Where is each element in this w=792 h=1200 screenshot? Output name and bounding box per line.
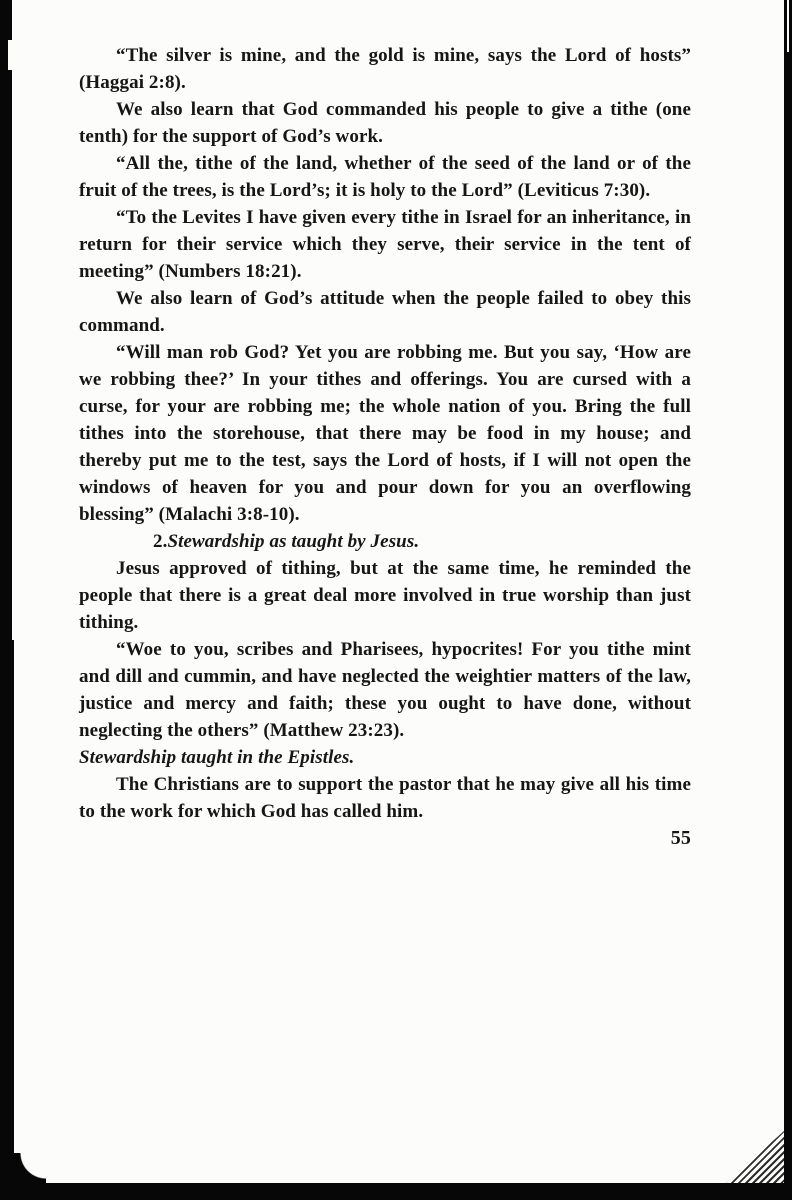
paragraph-gods-attitude: We also learn of God’s attitude when the people failed to obey this command. [79,288,691,336]
paragraph-haggai-quote: “The silver is mine, and the gold is mine, says the Lord of hosts” (Haggai 2:8). [79,45,691,93]
paragraph-numbers-quote: “To the Levites I have given every tithe in Israel for an inheritance, in return for their service which they serve, their service in the tent of meeting” (Numbers 18:21). [79,207,691,282]
page-text [79,42,691,852]
section-heading-jesus [79,528,691,555]
section-number: 2. [153,531,168,552]
scan-edge-right [784,0,792,1200]
scan-corner-bottom-left [12,1153,46,1183]
scan-edge-left-lower [0,640,14,1200]
page-number: 55 [670,827,691,849]
scan-noise-bottom-right [726,1131,784,1183]
paragraph-malachi-quote: “Will man rob God? Yet you are robbing me. But you say, ‘How are we robbing thee?’ In your tithes and offerings. You are cursed with a curse, for your are robbing me; the whole nation of you. Bring the full tithes into the storehouse, that there may be food in my house; and thereby put me to the test, says the Lord of hosts, if I will not open the windows of heaven for you and pour down for you an overflowing blessing” (Malachi 3:8-10). [79,342,691,525]
heading-epistles: Stewardship taught in the Epistles. [79,747,355,768]
paragraph-jesus-tithing: Jesus approved of tithing, but at the same time, he reminded the people that there is a great deal more involved in true worship than just tithing. [79,558,691,633]
paragraph-leviticus-quote: “All the, tithe of the land, whether of the seed of the land or of the fruit of the trees, is the Lord’s; it is holy to the Lord” (Leviticus 7:30). [79,153,691,201]
paragraph-pastor-support: The Christians are to support the pastor that he may give all his time to the work for which God has called him. [79,774,691,822]
paragraph-tithe-command: We also learn that God commanded his people to give a tithe (one tenth) for the support of God’s work. [79,99,691,147]
paragraph-matthew-quote: “Woe to you, scribes and Pharisees, hypocrites! For you tithe mint and dill and cummin, and have neglected the weightier matters of the law, justice and mercy and faith; these you ought to have done, without neglecting the others” (Matthew 23:23). [79,639,691,741]
section-title: Stewardship as taught by Jesus. [167,531,420,552]
scan-highlight-right-top [787,0,789,52]
scan-notch [8,40,14,70]
scan-edge-bottom [0,1183,792,1200]
